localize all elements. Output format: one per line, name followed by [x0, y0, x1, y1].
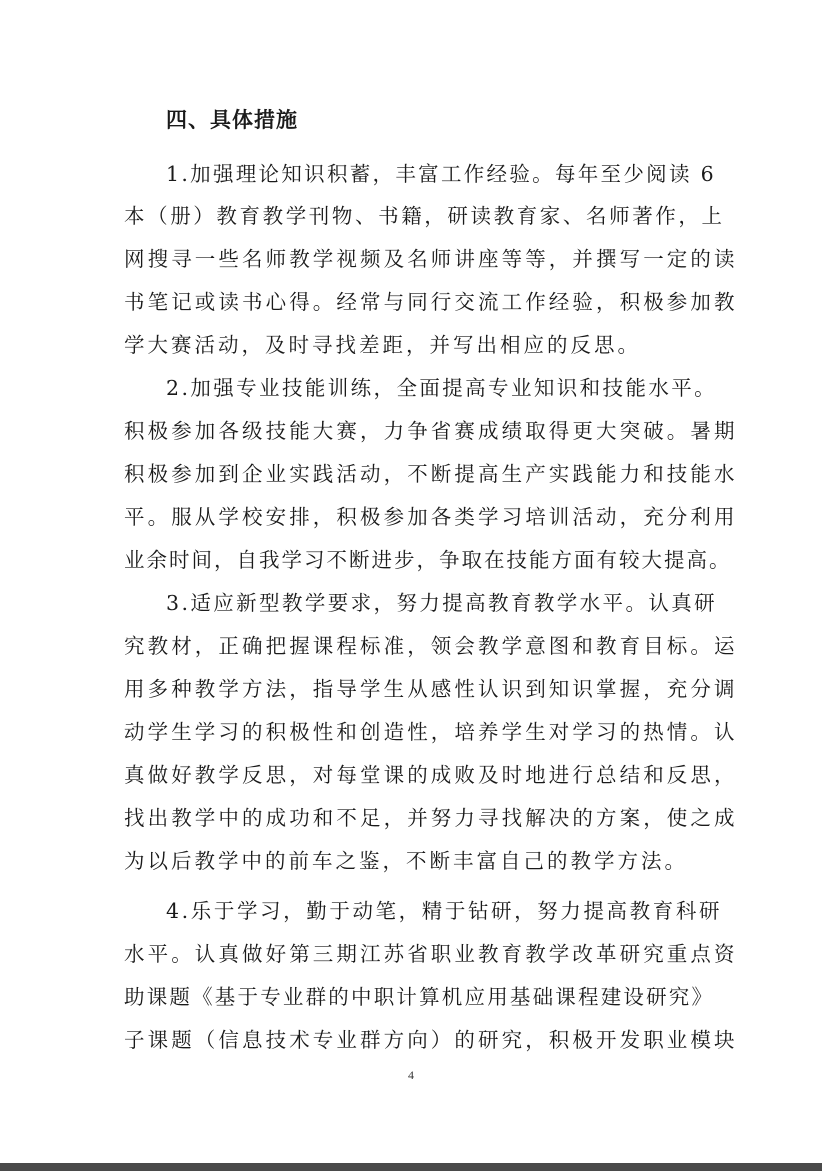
text-line: 动学生学习的积极性和创造性，培养学生对学习的热情。认 [124, 720, 738, 744]
text-line: 书笔记或读书心得。经常与同行交流工作经验，积极参加教 [124, 290, 738, 314]
text-line: 业余时间，自我学习不断进步，争取在技能方面有较大提高。 [124, 548, 732, 572]
text-line: 本（册）教育教学刊物、书籍，研读教育家、名师著作，上 [124, 204, 725, 228]
text-line: 子课题（信息技术专业群方向）的研究，积极开发职业模块 [124, 1028, 738, 1052]
text-line: 4.乐于学习，勤于动笔，精于钻研，努力提高教育科研 [166, 899, 723, 923]
text-line: 积极参加各级技能大赛，力争省赛成绩取得更大突破。暑期 [124, 419, 738, 443]
text-line: 助课题《基于专业群的中职计算机应用基础课程建设研究》 [124, 985, 715, 1009]
text-line: 3.适应新型教学要求，努力提高教育教学水平。认真研 [166, 591, 718, 615]
text-line: 积极参加到企业实践活动，不断提高生产实践能力和技能水 [124, 462, 738, 486]
text-line: 网搜寻一些名师教学视频及名师讲座等等，并撰写一定的读 [124, 247, 738, 271]
text-line: 为以后教学中的前车之鉴，不断丰富自己的教学方法。 [124, 849, 688, 873]
text-line: 1.加强理论知识积蓄，丰富工作经验。每年至少阅读 6 [166, 162, 716, 186]
viewer-bottom-bar [0, 1163, 822, 1171]
text-line: 水平。认真做好第三期江苏省职业教育教学改革研究重点资 [124, 942, 738, 966]
text-line: 找出教学中的成功和不足，并努力寻找解决的方案，使之成 [124, 806, 738, 830]
text-line: 真做好教学反思，对每堂课的成败及时地进行总结和反思， [124, 763, 738, 787]
text-line: 2.加强专业技能训练，全面提高专业知识和技能水平。 [166, 376, 718, 400]
section-heading: 四、具体措施 [166, 108, 298, 132]
text-line: 用多种教学方法，指导学生从感性认识到知识掌握，充分调 [124, 677, 738, 701]
page-number: 4 [408, 1068, 414, 1082]
text-line: 学大赛活动，及时寻找差距，并写出相应的反思。 [124, 333, 641, 357]
text-line: 平。服从学校安排，积极参加各类学习培训活动，充分利用 [124, 505, 738, 529]
text-line: 究教材，正确把握课程标准，领会教学意图和教育目标。运 [124, 634, 738, 658]
